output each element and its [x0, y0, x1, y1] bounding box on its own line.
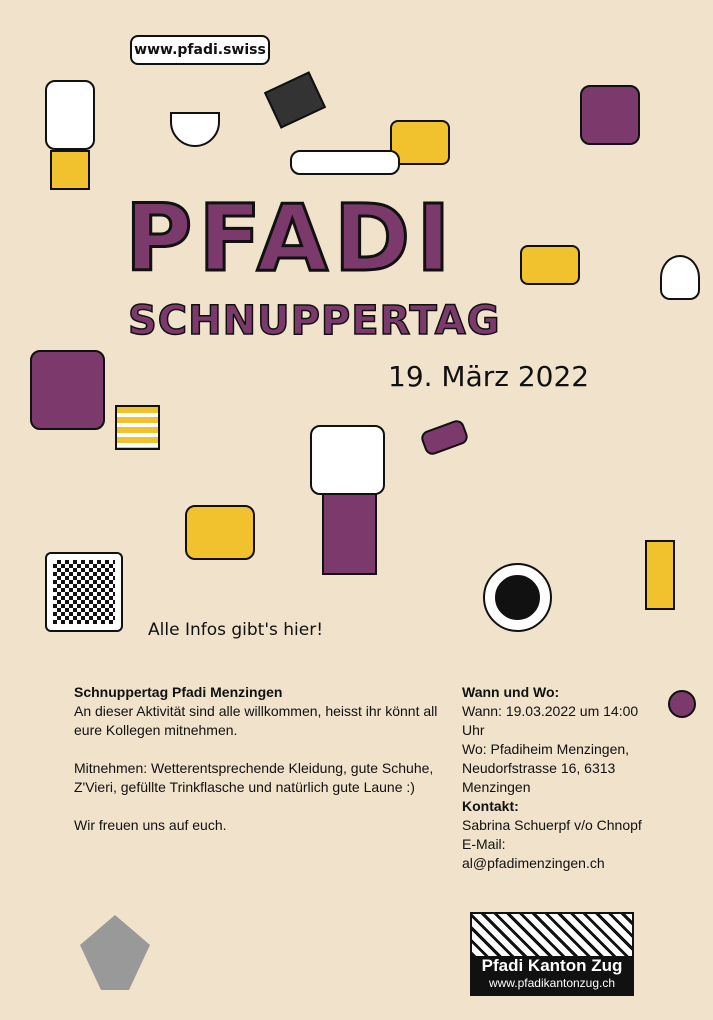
description-column: [74, 683, 454, 854]
waving-scout-illustration: [310, 425, 385, 495]
qr-code[interactable]: [45, 552, 123, 632]
logo-name: Pfadi Kanton Zug: [481, 956, 623, 975]
apple-icon: [668, 690, 696, 718]
guitar-player-illustration: [185, 505, 255, 560]
badminton-player-illustration: [645, 540, 675, 610]
reading-child-legs-illustration: [290, 150, 400, 175]
email-link[interactable]: al@pfadimenzingen.ch: [462, 855, 605, 871]
email-label: E-Mail:: [462, 836, 506, 852]
website-url-bubble[interactable]: www.pfadi.swiss: [130, 35, 270, 65]
contact-heading: Kontakt:: [462, 798, 519, 814]
description-bring: Mitnehmen: Wetterentsprechende Kleidung, gute Schuhe, Z'Vieri, gefüllte Trinkflasche und natürlich gute Laune :): [74, 760, 434, 795]
contact-name: Sabrina Schuerpf v/o Chnopf: [462, 817, 642, 833]
qr-caption: Alle Infos gibt's hier!: [148, 620, 324, 640]
campfire-icon: [660, 255, 700, 300]
scout-lily-logo: [80, 915, 150, 990]
climber-illustration: [580, 85, 640, 145]
event-date: 19. März 2022: [388, 360, 590, 393]
logo-icons-pattern: [472, 914, 632, 956]
leader-illustration: [30, 350, 105, 430]
pfadi-kanton-zug-logo: [470, 912, 634, 996]
poster-title: PFADI: [125, 185, 457, 292]
poster-subtitle: SCHNUPPERTAG: [128, 298, 501, 344]
when-where-heading: Wann und Wo:: [462, 684, 560, 700]
details-column: [462, 683, 642, 873]
hiker-illustration: [45, 80, 95, 150]
hiker-shorts-illustration: [50, 150, 90, 190]
description-intro: An dieser Aktivität sind alle willkommen, heisst ihr könnt all eure Kollegen mitnehmen.: [74, 703, 438, 738]
pocket-knife-icon: [419, 418, 470, 457]
kneeling-scout-illustration: [520, 245, 580, 285]
when-text: Wann: 19.03.2022 um 14:00 Uhr: [462, 703, 639, 738]
tin-can-icon: [264, 71, 326, 128]
where-text: Wo: Pfadiheim Menzingen, Neudorfstrasse 16, 6313 Menzingen: [462, 741, 630, 795]
waving-scout-legs-illustration: [322, 490, 377, 575]
description-heading: Schnuppertag Pfadi Menzingen: [74, 684, 283, 700]
child-illustration: [115, 405, 160, 450]
pot-icon: [170, 112, 220, 147]
logo-url[interactable]: www.pfadikantonzug.ch: [488, 976, 616, 990]
wheelchair-icon: [485, 565, 550, 630]
description-closing: Wir freuen uns auf euch.: [74, 817, 227, 833]
